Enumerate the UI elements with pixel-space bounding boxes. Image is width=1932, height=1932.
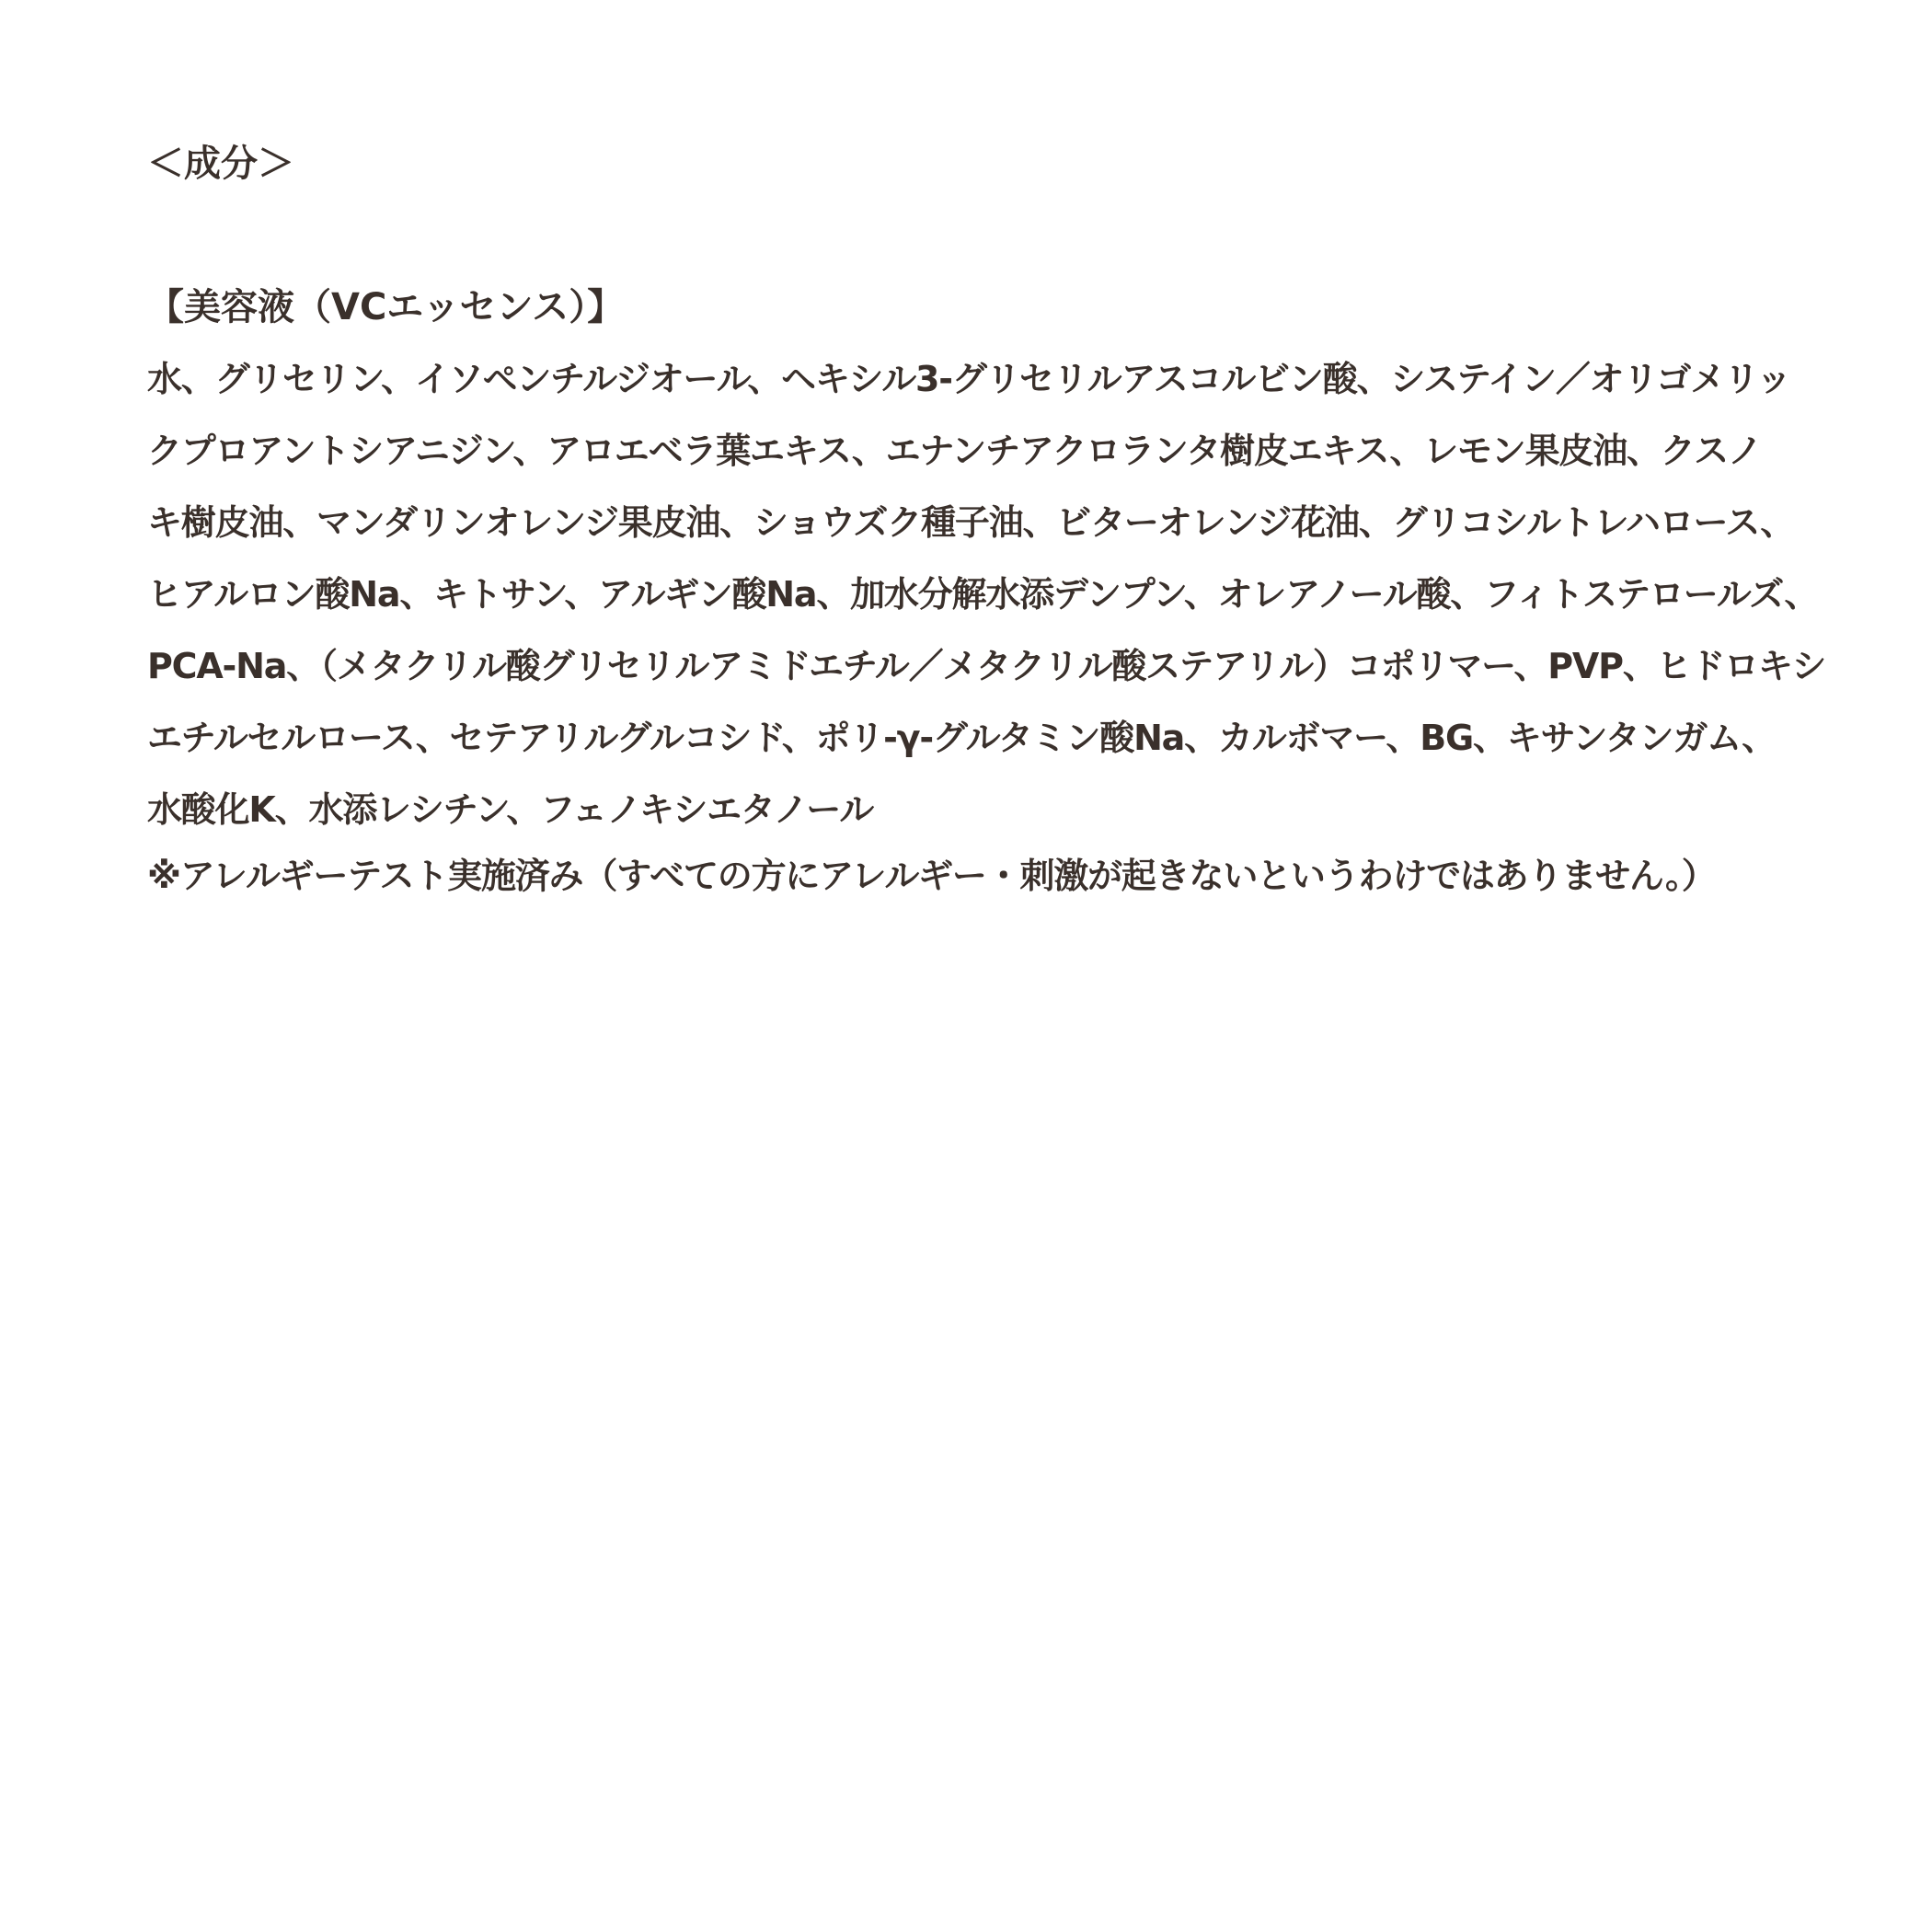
ingredient-line: クプロアントシアニジン、アロエベラ葉エキス、エナンチアクロランタ樹皮エキス、レモン果皮油、クスノ: [147, 431, 1762, 471]
ingredient-line: 水、グリセリン、イソペンチルジオール、ヘキシル3-グリセリルアスコルビン酸、システイン／オリゴメリッ: [147, 359, 1791, 399]
product-heading: 【美容液（VCエッセンス）】: [147, 286, 625, 328]
ingredient-line: PCA-Na、（メタクリル酸グリセリルアミドエチル／メタクリル酸ステアリル）コポリマー、PVP、ヒドロキシ: [147, 646, 1826, 686]
ingredient-line: エチルセルロース、セテアリルグルコシド、ポリ-γ-グルタミン酸Na、カルボマー、BG、キサンタンガム、: [147, 718, 1776, 758]
section-heading: ＜成分＞: [147, 143, 294, 185]
ingredient-line: 水酸化K、水添レシチン、フェノキシエタノール: [147, 789, 874, 830]
allergy-note: ※アレルギーテスト実施済み（すべての方にアレルギー・刺激が起きないというわけではありません。）: [147, 856, 1716, 896]
ingredient-line: ヒアルロン酸Na、キトサン、アルギン酸Na、加水分解水添デンプン、オレアノール酸、フィトステロールズ、: [147, 574, 1819, 615]
ingredient-list: [147, 353, 1826, 922]
ingredient-line: キ樹皮油、マンダリンオレンジ果皮油、ショウズク種子油、ビターオレンジ花油、グリコシルトレハロース、: [147, 502, 1795, 543]
